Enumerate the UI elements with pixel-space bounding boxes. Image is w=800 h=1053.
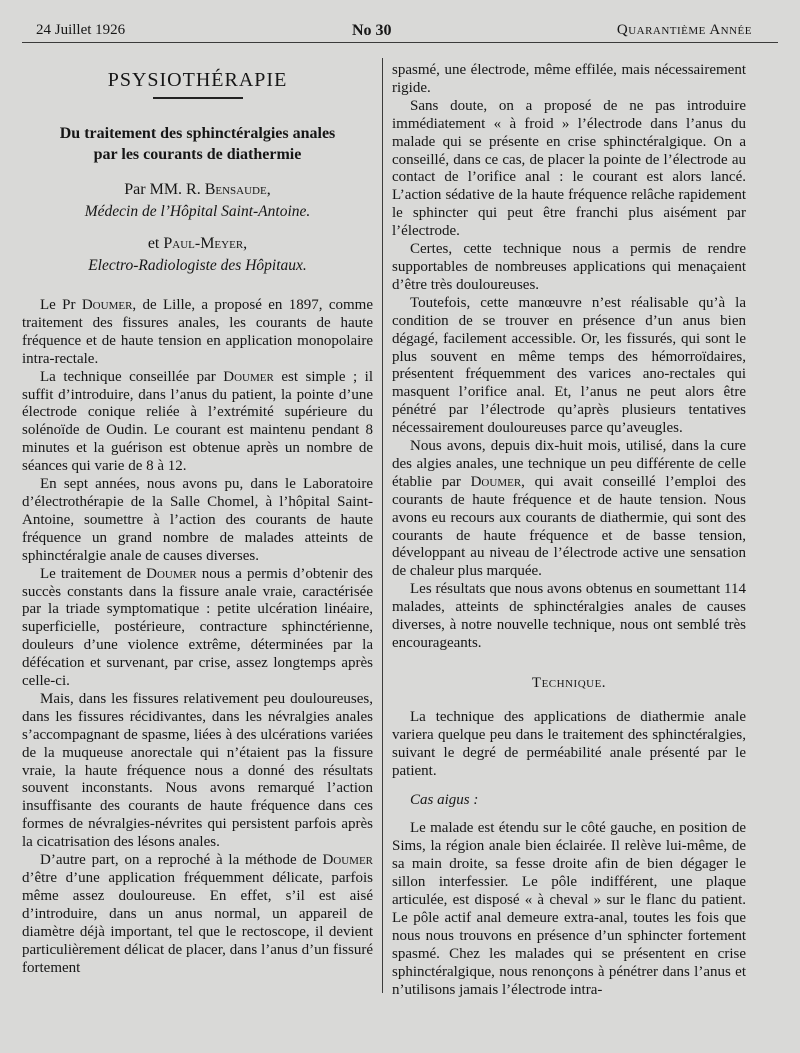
section-title: PSYSIOTHÉRAPIE [107,69,288,91]
issue-number: No 30 [352,22,392,39]
article-title [22,123,373,165]
body-paragraph: D’autre part, on a reproché à la méthode de Doumer d’être d’une application fréquemment délicate, parfois même assez douloureuse. En effet, s’il est aisé d’introduire, dans un anus normal, un appareil de diamètre déjà important, tel que le rectoscope, il devient particulièrement délicat de placer, dans l’anus d’un fissuré fortement [22,852,373,976]
right-column [392,62,746,999]
subsubsection-heading: Cas aigus : [410,792,479,809]
body-paragraph: Certes, cette technique nous a permis de rendre supportables de nombreuses applications qui menaçaient d’être très douloureuses. [392,241,746,293]
author-1-byline [22,179,373,201]
left-column [22,66,373,977]
author-reference: Doumer [146,565,197,582]
author-reference: Doumer [470,473,522,490]
author-2-name: Paul-Meyer, [163,235,248,252]
article-title-line1: Du traitement des sphinctéralgies anales [59,125,336,142]
column-divider [382,58,383,993]
body-paragraph: Sans doute, on a proposé de ne pas introduire immédiatement « à froid » l’électrode dans l’anus du malade qui se présente en crise sphinctéralgique. On a conseillé, dans ce cas, de placer la pointe de l’électrode au contact de l’orifice anal : le courant est alors lancé. L’action sédative de la haute fréquence relâche rapidement le sphincter qui peut être franchi plus aisément par l’électrode. [392,97,746,240]
author-2-byline [22,233,373,255]
body-paragraph-continued: spasmé, une électrode, même effilée, mais nécessairement rigide. [392,62,746,96]
body-paragraph: La technique conseillée par Doumer est simple ; il suffit d’introduire, dans l’anus du patient, la pointe d’une électrode conique reliée à l’extrémité supérieure du solénoïde de Oudin. Le courant est maintenu pendant 8 minutes et la guérison est obtenue après un nombre de séances qui varie de 8 à 12. [22,368,373,475]
author-reference: Doumer [322,852,373,869]
body-paragraph: Nous avons, depuis dix-huit mois, utilisé, dans la cure des algies anales, une technique un peu différente de celle établie par Doumer, qui avait conseillé l’emploi des courants de haute fréquence et de haute tension. Nous avons eu recours aux courants de diathermie, qui sont des courants de haute fréquence et de basse tension, développant au niveau de l’électrode active une sensation de chaleur plus marquée. [392,438,746,580]
title-rule [153,97,243,99]
body-paragraph: Mais, dans les fissures relativement peu douloureuses, dans les fissures récidivantes, dans les névralgies anales s’accompagnant de spasme, liées à des ulcérations variées de la muqueuse anorectale qui n’étaient pas la fissure vraie, la haute fréquence nous a donné des résultats souvent inconstants. Nous avons remarqué l’action insuffisante des courants de haute fréquence dans ces formes de névralgies-névrites qui persistent parfois après la cicatrisation des lésons anales. [22,690,373,851]
body-paragraph: En sept années, nous avons pu, dans le Laboratoire d’électrothérapie de la Salle Chomel, à l’hôpital Saint-Antoine, soumettre à l’action des courants de haute fréquence un grand nombre de malades atteints de sphinctéralgie anale de causes diverses. [22,476,373,564]
header-rule [22,42,778,43]
author-reference: Doumer [223,368,274,385]
author-1-affiliation: Médecin de l’Hôpital Saint-Antoine. [84,203,311,220]
body-paragraph: La technique des applications de diathermie anale variera quelque peu dans le traitement des sphinctéralgies, suivant le degré de perméabilité anale présenté par le patient. [392,708,746,779]
body-paragraph: Toutefois, cette manœuvre n’est réalisable qu’à la condition de se trouver en présence d’un anus bien dégagé, facilement accessible. Or, les fissurés, qui sont le plus souvent en même temps des hémorroïdaires, présentent fréquemment des varices ano-rectales qui masquent l’orifice anal. Et, l’anus ne peut alors être pénétré par l’électrode qu’après plusieurs tentatives nécessairement douloureuses parce qu’aveugles. [392,294,746,437]
author-2-affiliation: Electro-Radiologiste des Hôpitaux. [88,257,307,274]
author-2-prefix: et [147,235,164,252]
body-paragraph: Le malade est étendu sur le côté gauche, en position de Sims, la région anale bien éclairée. Il relève lui-même, de sa main droite, sa fesse droite afin de bien dégager le sillon interfessier. Le pôle indifférent, une plaque articulée, est disposé « à cheval » sur le flanc du patient. Le pôle actif anal demeure extra-anal, toutes les fois que nous nous trouvons en présence d’un sphincter fortement spasmé. Chez les malades qui se présentent en crise sphinctéralgique, nous renonçons à pénétrer dans l’anus et n’utilisons jamais l’électrode intra- [392,820,746,998]
body-paragraph: Les résultats que nous avons obtenus en soumettant 114 malades, atteints de sphinctéralgies anales de causes diverses, à notre nouvelle technique, nous ont semblé très encourageants. [392,581,746,651]
subsection-heading: Technique. [531,674,607,691]
issue-date: 24 Juillet 1926 [36,22,126,38]
body-paragraph: Le Pr Doumer, de Lille, a proposé en 1897, comme traitement des fissures anales, les courants de haute fréquence et de haute tension en application monopolaire intra-rectale. [22,297,373,367]
body-paragraph: Le traitement de Doumer nous a permis d’obtenir des succès constants dans la fissure anale vraie, caractérisée par la triade symptomatique : petite ulcération linéaire, superficielle, postérieure, contracture sphinctérienne, douleurs d’une violence extrême, déterminées par la défécation et survenant, par crise, assez longtemps après celle-ci. [22,565,373,690]
running-head [36,22,752,44]
author-reference: Doumer [81,297,133,313]
volume-year: Quarantième Année [616,22,752,38]
author-1-prefix: Par MM. R. [124,181,205,198]
article-title-line2: par les courants de diathermie [93,146,302,163]
author-1-name: Bensaude, [204,181,271,198]
